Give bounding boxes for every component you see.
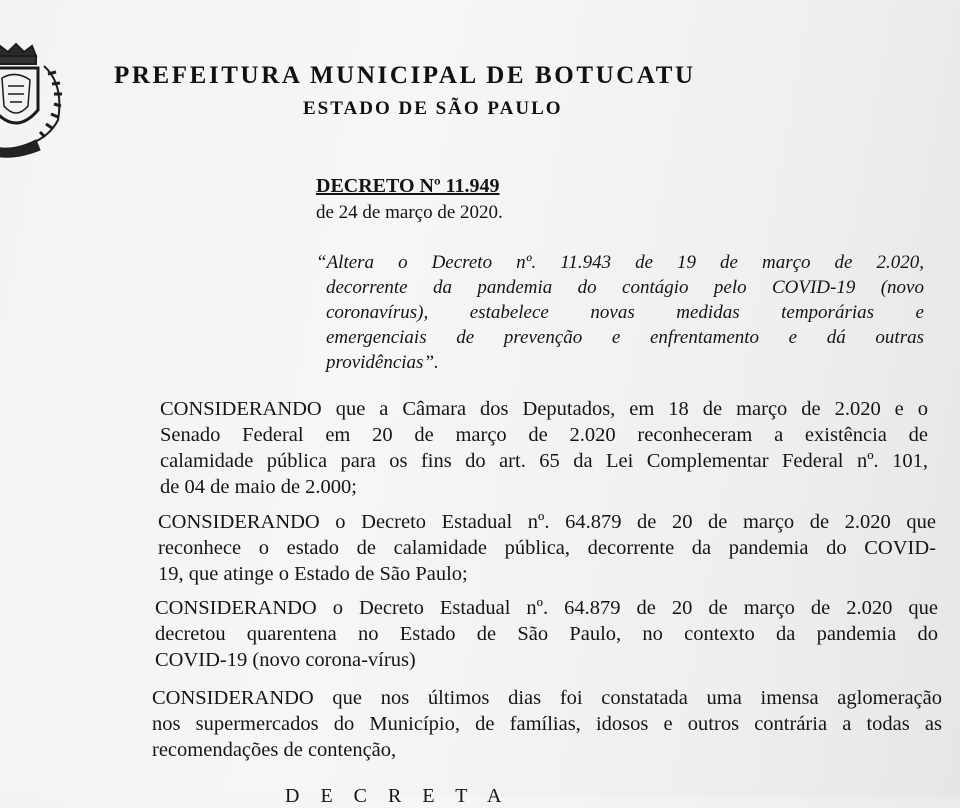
paragraph-line: CONSIDERANDO o Decreto Estadual nº. 64.879 de 20 de março de 2.020 que	[158, 511, 936, 533]
paragraph-line: CONSIDERANDO que nos últimos dias foi constatada uma imensa aglomeração	[152, 687, 942, 709]
header-subtitle: ESTADO DE SÃO PAULO	[303, 98, 563, 119]
summary-line: coronavírus), estabelece novas medidas temporárias e	[326, 302, 924, 323]
paragraph-line: 19, que atinge o Estado de São Paulo;	[158, 563, 468, 585]
paragraph-line: CONSIDERANDO o Decreto Estadual nº. 64.879 de 20 de março de 2.020 que	[155, 597, 938, 619]
summary-line: “Altera o Decreto nº. 11.943 de 19 de março de 2.020,	[316, 252, 924, 273]
coat-of-arms-logo	[0, 40, 78, 160]
paragraph-line: decretou quarentena no Estado de São Paulo, no contexto da pandemia do	[155, 623, 938, 645]
considerando-paragraph	[160, 396, 928, 500]
paragraph-line: calamidade pública para os fins do art. 65 da Lei Complementar Federal nº. 101,	[160, 450, 928, 472]
paragraph-line: reconhece o estado de calamidade pública, decorrente da pandemia do COVID-	[158, 537, 936, 559]
decree-summary	[316, 250, 924, 375]
summary-line: decorrente da pandemia do contágio pelo COVID-19 (novo	[326, 277, 924, 298]
summary-line: emergenciais de prevenção e enfrentamento e dá outras	[326, 327, 924, 348]
considerando-paragraph	[155, 595, 938, 673]
paragraph-line: recomendações de contenção,	[152, 739, 397, 761]
considerando-paragraph	[158, 509, 936, 587]
considerando-paragraph	[152, 685, 942, 763]
paragraph-line: CONSIDERANDO que a Câmara dos Deputados, em 18 de março de 2.020 e o	[160, 398, 928, 420]
paragraph-line: de 04 de maio de 2.000;	[160, 476, 357, 498]
decreta-heading: D E C R E T A	[285, 785, 510, 807]
header-title: PREFEITURA MUNICIPAL DE BOTUCATU	[114, 62, 696, 89]
decree-date: de 24 de março de 2020.	[316, 202, 503, 223]
decree-number: DECRETO Nº 11.949	[316, 175, 500, 197]
paragraph-line: Senado Federal em 20 de março de 2.020 reconheceram a existência de	[160, 424, 928, 446]
summary-line: providências”.	[326, 352, 439, 373]
paragraph-line: COVID-19 (novo corona-vírus)	[155, 649, 416, 671]
paragraph-line: nos supermercados do Município, de famílias, idosos e outros contrária a todas as	[152, 713, 942, 735]
